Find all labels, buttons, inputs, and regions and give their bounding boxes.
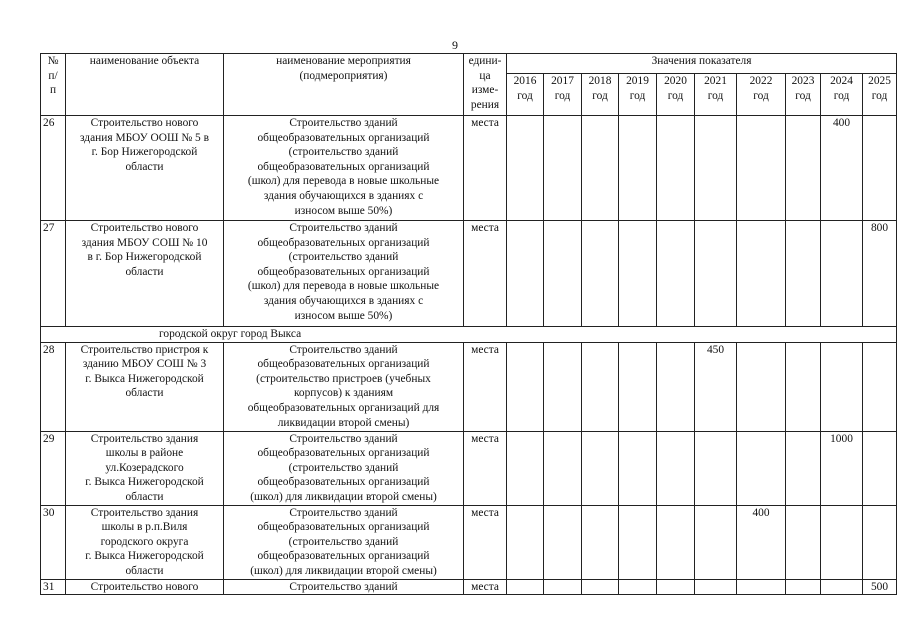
header-unit — [464, 54, 507, 116]
year-unit: год — [554, 89, 571, 102]
cell-line: едини- — [468, 55, 502, 67]
header-num — [41, 54, 66, 116]
year-unit: год — [629, 89, 646, 102]
row-value — [544, 116, 582, 221]
cell-line: п/ — [48, 69, 58, 82]
cell-line: области — [125, 160, 164, 173]
cell-line: Строительство здания — [90, 506, 199, 519]
header-year — [619, 74, 657, 116]
row-unit: места — [464, 579, 507, 595]
row-value — [695, 431, 737, 505]
cell-line: области — [125, 265, 164, 278]
cell-line: Строительство зданий — [289, 343, 398, 356]
row-num: 30 — [41, 505, 66, 579]
table-row — [41, 342, 897, 431]
table-row — [41, 116, 897, 221]
row-measure — [224, 579, 464, 595]
row-unit: места — [464, 342, 507, 431]
cell-line: Строительство зданий — [289, 117, 398, 129]
year-label: 2024 — [830, 75, 853, 87]
row-value — [786, 431, 821, 505]
header-year — [737, 74, 786, 116]
cell-line: (подмероприятия) — [299, 69, 388, 82]
row-measure — [224, 505, 464, 579]
year-unit: год — [517, 89, 533, 102]
row-value: 500 — [863, 579, 897, 595]
year-label: 2020 — [664, 75, 687, 87]
section-title: городской округ город Выкса — [41, 327, 897, 343]
row-value — [863, 342, 897, 431]
row-value — [695, 505, 737, 579]
year-unit: год — [667, 89, 684, 102]
row-unit: места — [464, 431, 507, 505]
cell-line: здания обучающихся в зданиях с — [263, 294, 424, 307]
year-label: 2018 — [588, 75, 612, 87]
cell-line: Строительство нового — [90, 117, 199, 129]
row-value — [786, 116, 821, 221]
table-row — [41, 579, 897, 595]
cell-line: наименование мероприятия — [276, 55, 411, 67]
row-num: 26 — [41, 116, 66, 221]
row-value — [695, 221, 737, 327]
cell-line: г. Выкса Нижегородской — [85, 476, 204, 489]
row-value — [582, 579, 619, 595]
year-unit: год — [833, 89, 850, 102]
row-num: 27 — [41, 221, 66, 327]
row-value — [507, 116, 544, 221]
cell-line: Строительство зданий — [289, 506, 398, 519]
row-value — [863, 431, 897, 505]
row-value — [619, 221, 657, 327]
row-object — [66, 505, 224, 579]
cell-line: Строительство зданий — [289, 580, 398, 593]
row-value — [507, 505, 544, 579]
row-value — [619, 342, 657, 431]
cell-line: ул.Козерадского — [105, 461, 184, 474]
year-label: 2022 — [749, 75, 773, 87]
indicators-table — [40, 53, 897, 595]
table-row — [41, 431, 897, 505]
cell-line: общеобразовательных организаций — [257, 521, 430, 534]
row-value — [657, 342, 695, 431]
row-measure — [224, 431, 464, 505]
cell-line: изме- — [471, 84, 499, 97]
cell-line: в г. Бор Нижегородской — [87, 251, 202, 264]
row-value — [544, 431, 582, 505]
cell-line: (школ) для ликвидации второй смены) — [250, 490, 437, 503]
row-value — [786, 579, 821, 595]
cell-line: корпусов) к зданиям — [293, 387, 394, 400]
cell-line: ца — [479, 69, 491, 82]
row-num: 29 — [41, 431, 66, 505]
cell-line: (школ) для перевода в новые школьные — [247, 175, 440, 188]
row-value — [821, 342, 863, 431]
row-value — [695, 579, 737, 595]
cell-line: Строительство зданий — [289, 222, 398, 234]
cell-line: зданию МБОУ СОШ № 3 — [82, 358, 207, 371]
cell-line: (школ) для перевода в новые школьные — [247, 280, 440, 293]
row-value: 400 — [821, 116, 863, 221]
year-label: 2016 — [513, 75, 537, 87]
row-object — [66, 116, 224, 221]
row-value — [544, 505, 582, 579]
header-object: наименование объекта — [66, 54, 224, 116]
cell-line: г. Выкса Нижегородской — [85, 550, 204, 563]
cell-line: здания обучающихся в зданиях с — [263, 189, 424, 202]
row-value: 800 — [863, 221, 897, 327]
year-unit: год — [871, 89, 888, 102]
row-value — [544, 579, 582, 595]
year-label: 2025 — [868, 75, 891, 87]
cell-line: износом выше 50%) — [294, 309, 393, 322]
cell-line: школы в районе — [105, 447, 184, 460]
row-measure — [224, 342, 464, 431]
row-value — [657, 221, 695, 327]
cell-line: общеобразовательных организаций — [257, 550, 430, 563]
row-value — [737, 221, 786, 327]
year-label: 2017 — [551, 75, 574, 87]
row-measure — [224, 116, 464, 221]
cell-line: общеобразовательных организаций для — [247, 401, 440, 414]
row-value — [657, 579, 695, 595]
header-year — [507, 74, 544, 116]
cell-line: г. Выкса Нижегородской — [85, 372, 204, 385]
row-value — [507, 342, 544, 431]
cell-line: общеобразовательных организаций — [257, 160, 430, 173]
header-year — [695, 74, 737, 116]
year-unit: год — [707, 89, 724, 102]
row-value — [737, 342, 786, 431]
row-value — [619, 116, 657, 221]
header-year — [582, 74, 619, 116]
year-unit: год — [592, 89, 608, 102]
row-value — [544, 221, 582, 327]
cell-line: области — [125, 387, 164, 400]
row-measure — [224, 221, 464, 327]
cell-line: общеобразовательных организаций — [257, 476, 430, 489]
row-object — [66, 579, 224, 595]
year-label: 2019 — [626, 75, 649, 87]
cell-line: области — [125, 490, 164, 503]
cell-line: общеобразовательных организаций — [257, 236, 430, 249]
row-value — [657, 116, 695, 221]
row-value — [695, 116, 737, 221]
row-value — [619, 505, 657, 579]
row-unit: места — [464, 505, 507, 579]
row-value — [863, 116, 897, 221]
row-num: 31 — [41, 579, 66, 595]
cell-line: износом выше 50%) — [294, 204, 393, 217]
cell-line: г. Бор Нижегородской — [91, 146, 198, 159]
row-value: 400 — [737, 505, 786, 579]
row-value — [821, 579, 863, 595]
row-value — [582, 431, 619, 505]
row-value — [786, 342, 821, 431]
cell-line: здания МБОУ СОШ № 10 — [81, 236, 208, 249]
cell-line: (школ) для ликвидации второй смены) — [250, 564, 437, 577]
row-value — [619, 579, 657, 595]
row-object — [66, 221, 224, 327]
row-unit: места — [464, 221, 507, 327]
header-year — [544, 74, 582, 116]
cell-line: Строительство зданий — [289, 432, 398, 445]
year-unit: год — [795, 89, 811, 102]
header-year — [786, 74, 821, 116]
table-row — [41, 221, 897, 327]
header-measure — [224, 54, 464, 116]
row-value — [737, 116, 786, 221]
cell-line: Строительство здания — [90, 432, 199, 445]
row-value: 1000 — [821, 431, 863, 505]
row-value — [657, 431, 695, 505]
cell-line: (строительство зданий — [288, 461, 399, 474]
header-year — [821, 74, 863, 116]
row-value — [507, 221, 544, 327]
row-value — [737, 579, 786, 595]
cell-line: рения — [470, 98, 500, 111]
cell-line: (строительство зданий — [288, 251, 399, 264]
page-number: 9 — [452, 38, 458, 52]
cell-line: области — [125, 564, 164, 577]
row-value — [582, 342, 619, 431]
cell-line: здания МБОУ ООШ № 5 в — [80, 131, 209, 144]
row-value — [619, 431, 657, 505]
year-label: 2023 — [791, 75, 815, 87]
table-row — [41, 505, 897, 579]
cell-line: (строительство зданий — [288, 535, 399, 548]
header-year — [863, 74, 897, 116]
row-value — [582, 116, 619, 221]
header-row — [41, 54, 897, 74]
year-label: 2021 — [704, 75, 727, 87]
cell-line: п — [49, 84, 57, 97]
header-year — [657, 74, 695, 116]
row-value — [582, 505, 619, 579]
row-value — [821, 221, 863, 327]
row-value — [863, 505, 897, 579]
cell-line: № — [47, 55, 59, 67]
row-value — [786, 221, 821, 327]
year-unit: год — [753, 89, 769, 102]
cell-line: (строительство пристроев (учебных — [256, 372, 431, 385]
cell-line: общеобразовательных организаций — [257, 265, 430, 278]
cell-line: Строительство нового — [90, 222, 199, 234]
cell-line: общеобразовательных организаций — [257, 358, 430, 371]
cell-line: школы в р.п.Виля — [101, 521, 188, 534]
row-value — [786, 505, 821, 579]
row-object — [66, 342, 224, 431]
row-value — [582, 221, 619, 327]
cell-line: общеобразовательных организаций — [257, 131, 430, 144]
cell-line: общеобразовательных организаций — [257, 447, 430, 460]
cell-line: (строительство зданий — [288, 146, 399, 159]
cell-line: Строительство пристроя к — [80, 343, 209, 356]
row-unit: места — [464, 116, 507, 221]
row-value — [657, 505, 695, 579]
row-num: 28 — [41, 342, 66, 431]
cell-line: ликвидации второй смены) — [277, 416, 410, 429]
row-value: 450 — [695, 342, 737, 431]
row-object — [66, 431, 224, 505]
section-row — [41, 327, 897, 343]
row-value — [821, 505, 863, 579]
row-value — [544, 342, 582, 431]
row-value — [507, 431, 544, 505]
row-value — [507, 579, 544, 595]
cell-line: городского округа — [100, 535, 189, 548]
cell-line: Строительство нового — [90, 580, 199, 593]
header-values-title: Значения показателя — [507, 54, 897, 74]
row-value — [737, 431, 786, 505]
